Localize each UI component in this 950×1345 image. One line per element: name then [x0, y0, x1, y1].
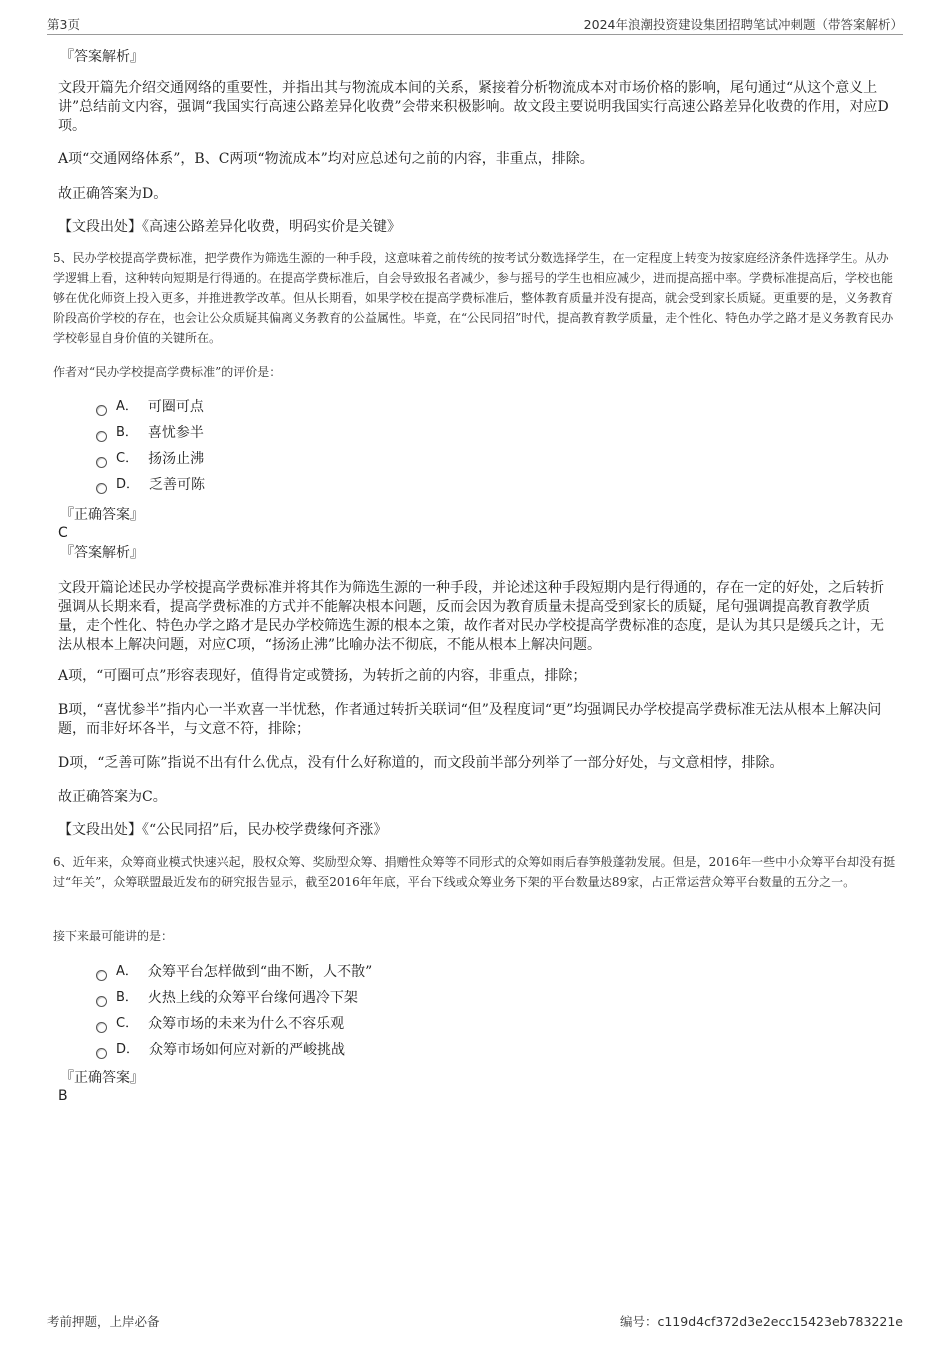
q5-analysis-paragraph: 文段开篇论述民办学校提高学费标准并将其作为筛选生源的一种手段，并论述这种手段短期内是行得通的，存在一定的好处，之后转折强调从长期来看，提高学费标准的方式并不能解决根本问题，反而会因为教育质量未提高受到家长的质疑，尾句强调提高教育教学质量，走个性化、特色办学之路才是民办学校筛选生源的根本之策，故作者对民办学校提高学费标准的态度，是认为其只是缓兵之计，无法从根本上解决问题，对应C项，“扬汤止沸”比喻办法不彻底，不能从根本上解决问题。: [58, 580, 884, 653]
radio-icon[interactable]: [96, 1022, 107, 1033]
q5-option-d[interactable]: D． 乏善可陈: [96, 472, 205, 498]
radio-icon[interactable]: [96, 431, 107, 442]
q4-source: 【文段出处】《高速公路差异化收费，明码实价是关键》: [58, 219, 401, 235]
q5-analysis-paragraph: B项，“喜忧参半”指内心一半欢喜一半忧愁，作者通过转折关联词“但”及程度词“更”均强调民办学校提高学费标准无法从根本上解决问题，而非好坏各半，与文意不符，排除；: [58, 702, 882, 737]
q5-option-b[interactable]: B． 喜忧参半: [96, 420, 205, 446]
q6-option-c[interactable]: C． 众筹市场的未来为什么不容乐观: [96, 1011, 372, 1037]
q6-question: 接下来最可能讲的是：: [53, 929, 174, 943]
q6-option-d[interactable]: D． 众筹市场如何应对新的严峻挑战: [96, 1037, 372, 1063]
radio-icon[interactable]: [96, 996, 107, 1007]
q5-analysis-paragraph: A项，“可圈可点”形容表现好，值得肯定或赞扬，为转折之前的内容，非重点，排除；: [58, 668, 587, 684]
q6-stem: 6、近年来，众筹商业模式快速兴起，股权众筹、奖励型众筹、捐赠性众筹等不同形式的众筹如雨后春笋般蓬勃发展。但是，2016年一些中小众筹平台却没有挺过“年关”，众筹联盟最近发布的研究报告显示，截至2016年年底，平台下线或众筹业务下架的平台数量达89家，占正常运营众筹平台数量的五分之一。: [53, 855, 896, 889]
page-footer: [47, 1312, 903, 1332]
radio-icon[interactable]: [96, 405, 107, 416]
q6-option-a[interactable]: A． 众筹平台怎样做到“曲不断，人不散”: [96, 959, 372, 985]
q5-answer-label: 『正确答案』: [60, 507, 144, 523]
q4-conclusion: 故正确答案为D。: [58, 186, 168, 202]
q5-options: [96, 394, 205, 498]
q5-conclusion: 故正确答案为C。: [58, 789, 167, 805]
q5-source: 【文段出处】《“公民同招”后，民办校学费缘何齐涨》: [58, 822, 388, 838]
q6-option-b[interactable]: B． 火热上线的众筹平台缘何遇冷下架: [96, 985, 372, 1011]
q4-analysis-label: 『答案解析』: [60, 49, 144, 65]
q4-analysis-paragraph: A项“交通网络体系”，B、C两项“物流成本”均对应总述句之前的内容，非重点，排除。: [58, 151, 594, 167]
document-title: 2024年浪潮投资建设集团招聘笔试冲刺题（带答案解析）: [583, 17, 903, 32]
q6-answer-label: 『正确答案』: [60, 1070, 144, 1086]
q5-option-a[interactable]: A． 可圈可点: [96, 394, 205, 420]
radio-icon[interactable]: [96, 483, 107, 494]
footer-slogan: 考前押题，上岸必备: [47, 1314, 160, 1329]
q5-option-c[interactable]: C． 扬汤止沸: [96, 446, 205, 472]
q5-stem: 5、民办学校提高学费标准，把学费作为筛选生源的一种手段，这意味着之前传统的按考试分数选择学生，在一定程度上转变为按家庭经济条件选择学生。从办学逻辑上看，这种转向短期是行得通的。在提高学费标准后，自会导致报名者减少，参与摇号的学生也相应减少，进而提高摇中率。学费标准提高后，学校也能够在优化师资上投入更多，并推进教学改革。但从长期看，如果学校在提高学费标准后，整体教育质量并没有提高，就会受到家长质疑。更重要的是，义务教育阶段高价学校的存在，也会让公众质疑其偏离义务教育的公益属性。毕竟，在“公民同招”时代，提高教育教学质量，走个性化、特色办学之路才是义务教育民办学校彰显自身价值的关键所在。: [53, 251, 894, 345]
document-code: 编号：c119d4cf372d3e2ecc15423eb783221e: [619, 1314, 903, 1329]
q6-options: [96, 959, 372, 1063]
q5-question: 作者对“民办学校提高学费标准”的评价是：: [53, 365, 282, 379]
radio-icon[interactable]: [96, 457, 107, 468]
radio-icon[interactable]: [96, 1048, 107, 1059]
page-number: 第3页: [47, 17, 80, 32]
q5-analysis-label: 『答案解析』: [60, 545, 144, 561]
q5-answer: C: [58, 525, 68, 541]
q4-analysis-paragraph: 文段开篇先介绍交通网络的重要性，并指出其与物流成本间的关系，紧接着分析物流成本对市场价格的影响，尾句通过“从这个意义上讲”总结前文内容，强调“我国实行高速公路差异化收费”会带来积极影响。故文段主要说明我国实行高速公路差异化收费的作用，对应D项。: [58, 80, 889, 134]
q6-answer: B: [58, 1088, 68, 1104]
q5-analysis-paragraph: D项，“乏善可陈”指说不出有什么优点，没有什么好称道的，而文段前半部分列举了一部分好处，与文意相悖，排除。: [58, 755, 784, 771]
page-header: [47, 14, 903, 35]
radio-icon[interactable]: [96, 970, 107, 981]
